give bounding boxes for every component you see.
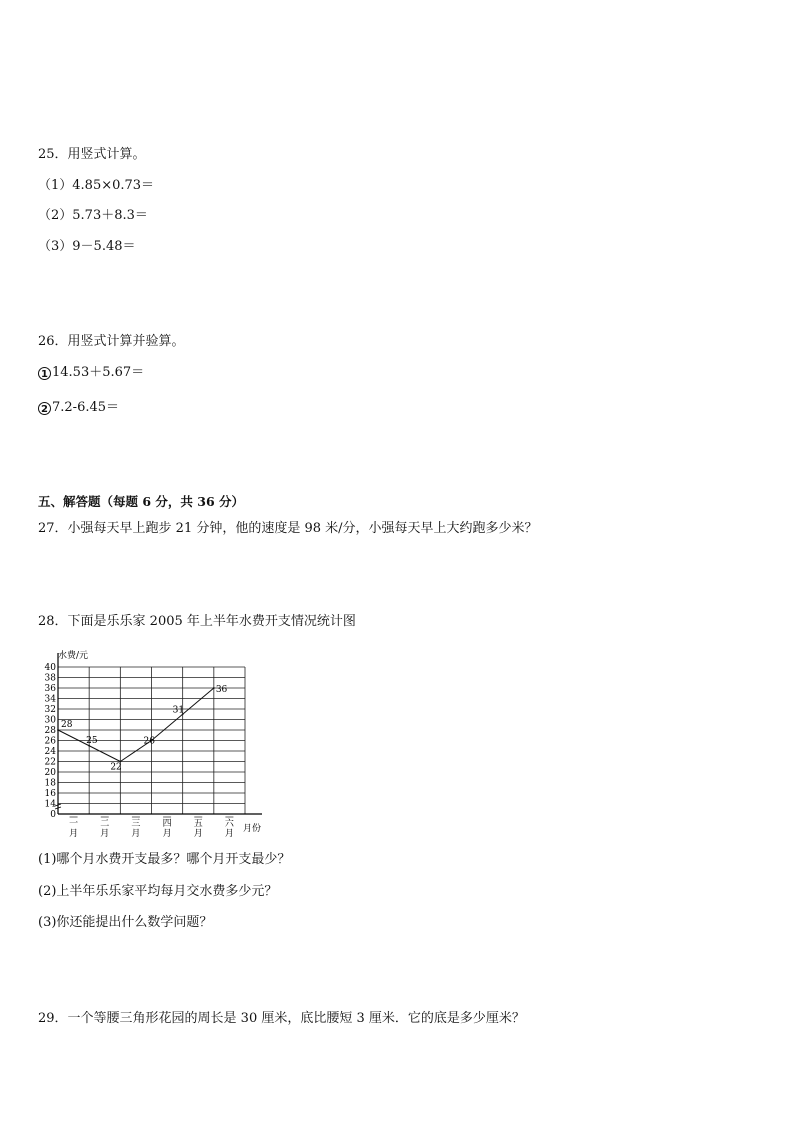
q25-item-3: （3）9－5.48＝	[38, 239, 136, 254]
x-tick-label	[194, 817, 203, 839]
section-5-title: 五、解答题（每题 6 分，共 36 分）	[38, 494, 245, 509]
x-tick-char: 六	[224, 819, 234, 829]
y-tick-label: 40	[44, 663, 56, 673]
y-tick-label: 32	[44, 705, 56, 715]
y-tick-label: 26	[44, 736, 56, 747]
q25-item-2: （2）5.73＋8.3＝	[38, 208, 148, 223]
data-label: 31	[172, 705, 185, 716]
q26-item-1	[38, 365, 144, 381]
x-tick-label	[69, 817, 78, 839]
y-tick-label: 0	[50, 810, 56, 820]
x-tick-char: 四	[162, 819, 172, 829]
y-tick-label: 36	[44, 684, 56, 694]
q25-item-1: （1）4.85×0.73＝	[38, 178, 155, 193]
y-tick-label: 14	[44, 799, 56, 810]
series-line	[58, 688, 214, 762]
x-tick-labels	[69, 817, 235, 839]
x-tick-char: 一	[69, 819, 79, 829]
q26-title: 26．用竖式计算并验算。	[38, 334, 185, 349]
x-tick-char: 月	[162, 829, 172, 839]
x-axis-label: 月份	[243, 824, 262, 834]
q26-item-1-text: 14.53＋5.67＝	[52, 365, 145, 380]
circled-number-2: 2	[38, 402, 51, 415]
data-point	[57, 729, 59, 731]
x-tick-char: 三	[131, 819, 141, 829]
x-tick-char: 月	[69, 829, 79, 839]
y-tick-label: 38	[44, 673, 56, 684]
q28-sub-1: (1)哪个月水费开支最多？哪个月开支最少？	[38, 852, 291, 867]
data-point	[213, 687, 215, 689]
data-label: 26	[143, 736, 155, 747]
x-tick-label	[225, 817, 235, 839]
y-tick-label: 22	[44, 757, 56, 768]
q28-title: 28．下面是乐乐家 2005 年上半年水费开支情况统计图	[38, 614, 356, 629]
y-tick-label: 24	[44, 747, 56, 757]
q28-sub-2: (2)上半年乐乐家平均每月交水费多少元？	[38, 884, 278, 899]
x-tick-char: 二	[100, 819, 110, 829]
data-label: 25	[86, 735, 98, 746]
water-fee-line-chart	[36, 640, 276, 840]
y-axis-label: 水费/元	[58, 651, 89, 661]
x-tick-char: 月	[100, 829, 110, 839]
circled-number-1: 1	[38, 367, 51, 380]
y-tick-label: 16	[44, 789, 56, 799]
q29-text: 29．一个等腰三角形花园的周长是 30 厘米，底比腰短 3 厘米．它的底是多少厘米？	[38, 1011, 525, 1026]
x-tick-char: 月	[131, 829, 141, 839]
data-label: 28	[61, 720, 73, 730]
x-tick-char: 五	[193, 819, 203, 829]
y-tick-label: 28	[44, 726, 56, 736]
x-tick-label	[131, 817, 140, 839]
x-tick-char: 月	[193, 829, 203, 839]
q28-sub-3: (3)你还能提出什么数学问题？	[38, 915, 213, 930]
data-label: 36	[215, 685, 228, 695]
y-tick-label: 18	[44, 778, 56, 789]
q26-item-2-text: 7.2-6.45＝	[52, 400, 120, 415]
y-tick-label: 34	[44, 694, 56, 705]
x-tick-label	[163, 817, 172, 839]
data-label: 22	[110, 762, 122, 773]
y-tick-label: 20	[44, 768, 56, 778]
y-tick-label: 30	[44, 715, 56, 726]
q27-text: 27．小强每天早上跑步 21 分钟，他的速度是 98 米/分，小强每天早上大约跑多少米？	[38, 521, 538, 536]
x-tick-char: 月	[224, 829, 234, 839]
x-tick-label	[100, 817, 109, 839]
q26-item-2	[38, 400, 119, 416]
y-tick-labels	[45, 663, 57, 820]
q25-title: 25．用竖式计算。	[38, 147, 146, 162]
